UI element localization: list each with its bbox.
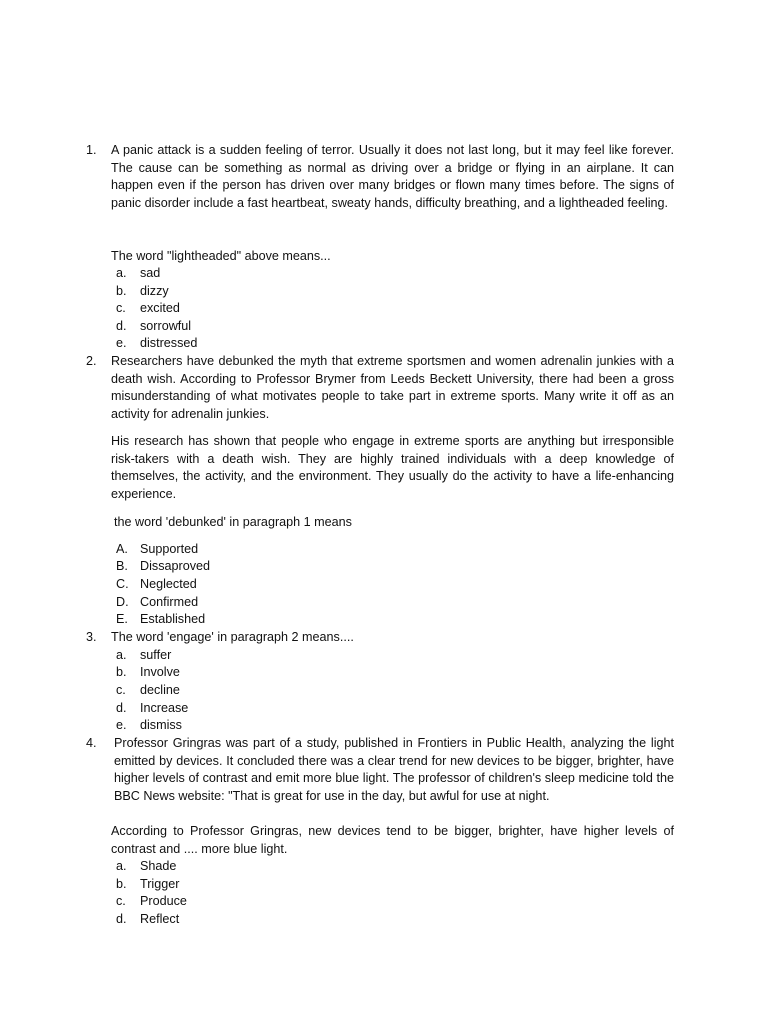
answer-option[interactable] — [116, 876, 416, 894]
question-number: 4. — [86, 736, 97, 750]
option-letter: B. — [116, 559, 128, 573]
answer-option[interactable] — [116, 647, 416, 665]
option-text: Established — [140, 612, 206, 626]
answer-option[interactable] — [116, 594, 416, 612]
option-text: Shade — [140, 859, 177, 873]
answer-option[interactable] — [116, 318, 416, 336]
option-letter: b. — [116, 877, 127, 891]
option-text: Increase — [140, 701, 189, 715]
option-letter: a. — [116, 648, 127, 662]
option-letter: e. — [116, 718, 127, 732]
option-letter: A. — [116, 542, 128, 556]
option-letter: c. — [116, 683, 126, 697]
answer-option[interactable] — [116, 335, 416, 353]
option-letter: b. — [116, 284, 127, 298]
option-letter: e. — [116, 336, 127, 350]
option-letter: b. — [116, 665, 127, 679]
option-letter: c. — [116, 301, 126, 315]
option-text: dizzy — [140, 284, 169, 298]
option-text: Involve — [140, 665, 180, 679]
option-text: Reflect — [140, 912, 180, 926]
question-number: 1. — [86, 143, 97, 157]
answer-option[interactable] — [116, 682, 416, 700]
option-text: decline — [140, 683, 180, 697]
option-text: excited — [140, 301, 180, 315]
answer-option[interactable] — [116, 611, 416, 629]
option-text: Produce — [140, 894, 187, 908]
question-prompt: According to Professor Gringras, new devices tend to be bigger, brighter, have higher levels of contrast and .... more blue light. — [111, 824, 674, 856]
question-prompt: the word 'debunked' in paragraph 1 means — [114, 515, 352, 529]
question-passage: His research has shown that people who engage in extreme sports are anything but irresponsible risk-takers with a death wish. They are highly trained individuals with a deep knowledge of themselves, the activity, and the environment. They usually do the activity to have a life-enhancing experience. — [111, 434, 674, 501]
option-letter: d. — [116, 912, 127, 926]
answer-option[interactable] — [116, 541, 416, 559]
answer-option[interactable] — [116, 700, 416, 718]
option-text: Confirmed — [140, 595, 199, 609]
option-letter: E. — [116, 612, 128, 626]
answer-option[interactable] — [116, 911, 416, 929]
answer-option[interactable] — [116, 265, 416, 283]
question-prompt: The word "lightheaded" above means... — [111, 249, 331, 263]
option-letter: D. — [116, 595, 129, 609]
question-number: 3. — [86, 630, 97, 644]
option-text: sorrowful — [140, 319, 192, 333]
answer-option[interactable] — [116, 283, 416, 301]
option-text: sad — [140, 266, 161, 280]
answer-option[interactable] — [116, 858, 416, 876]
option-text: Neglected — [140, 577, 197, 591]
option-letter: d. — [116, 701, 127, 715]
option-text: distressed — [140, 336, 198, 350]
question-passage: A panic attack is a sudden feeling of terror. Usually it does not last long, but it may feel like forever. The cause can be something as normal as driving over a bridge or flying in an airplane. It can happen even if the person has driven over many bridges or flown many times before. The signs of panic disorder include a fast heartbeat, sweaty hands, difficulty breathing, and a lightheaded feeling. — [111, 143, 674, 210]
option-letter: d. — [116, 319, 127, 333]
option-letter: a. — [116, 859, 127, 873]
answer-option[interactable] — [116, 300, 416, 318]
option-letter: a. — [116, 266, 127, 280]
answer-option[interactable] — [116, 576, 416, 594]
option-text: Trigger — [140, 877, 180, 891]
option-text: Supported — [140, 542, 199, 556]
option-letter: C. — [116, 577, 129, 591]
option-text: dismiss — [140, 718, 182, 732]
answer-option[interactable] — [116, 664, 416, 682]
answer-option[interactable] — [116, 558, 416, 576]
option-letter: c. — [116, 894, 126, 908]
question-prompt: The word 'engage' in paragraph 2 means.... — [111, 630, 354, 644]
answer-option[interactable] — [116, 893, 416, 911]
question-number: 2. — [86, 354, 97, 368]
option-text: suffer — [140, 648, 172, 662]
option-text: Dissaproved — [140, 559, 210, 573]
answer-option[interactable] — [116, 717, 416, 735]
question-passage: Researchers have debunked the myth that extreme sportsmen and women adrenalin junkies with a death wish. According to Professor Brymer from Leeds Beckett University, there had been a gross misunderstanding of what motivates people to take part in extreme sports. Many write it off as an activity for adrenalin junkies. — [111, 354, 674, 421]
question-passage: Professor Gringras was part of a study, published in Frontiers in Public Health, analyzing the light emitted by devices. It concluded there was a clear trend for new devices to be bigger, brighter, have higher levels of contrast and emit more blue light. The professor of children's sleep medicine told the BBC News website: "That is great for use in the day, but awful for use at night. — [114, 736, 674, 803]
